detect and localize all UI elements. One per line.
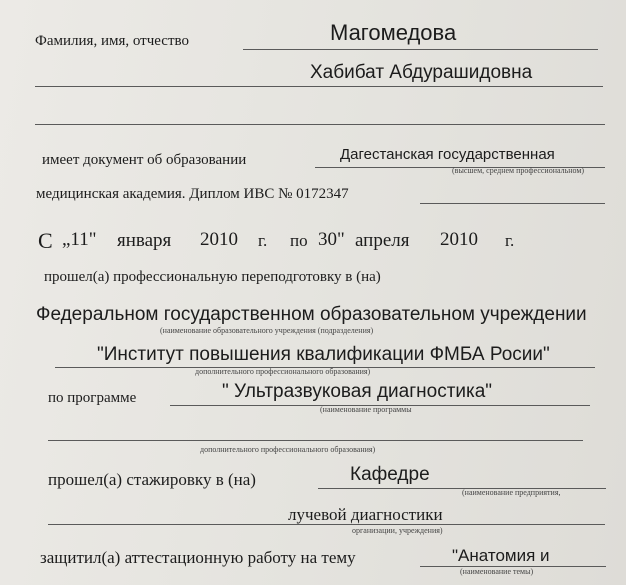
period-to-year: 2010 (440, 229, 478, 250)
fio-line-2 (35, 86, 603, 87)
thesis-label: защитил(а) аттестационную работу на тему (40, 548, 356, 567)
period-year-suffix-1: г. (258, 231, 268, 250)
internship-hint-2: организации, учреждения) (352, 526, 443, 535)
period-to-prefix: по (290, 231, 308, 250)
internship-hint-1: (наименование предприятия, (462, 488, 561, 497)
fio-line-3 (35, 124, 605, 125)
retraining-label: прошел(а) профессиональную переподготовку в (на) (44, 269, 381, 285)
education-line-2 (420, 203, 605, 204)
fio-name: Хабибат Абдурашидовна (310, 62, 533, 83)
internship-value-1: Кафедре (350, 464, 430, 485)
program-hint-1: (наименование программы (320, 405, 412, 414)
education-value-1: Дагестанская государственная (340, 146, 555, 163)
period-to-day: 30" (318, 229, 345, 250)
thesis-hint: (наименование темы) (460, 567, 534, 576)
program-value: " Ультразвуковая диагностика" (222, 381, 493, 402)
institution-line-1: Федеральном государственном образовательном учреждении (36, 304, 587, 325)
program-label: по программе (48, 390, 137, 406)
program-hint-2: дополнительного профессионального образования) (200, 445, 376, 454)
period-year-suffix-2: г. (505, 231, 515, 250)
education-hint: (высшем, среднем профессиональном) (452, 166, 585, 175)
period-to-month: апреля (355, 230, 410, 251)
education-value-2: медицинская академия. Диплом ИВС № 0172347 (36, 186, 349, 202)
period-from-month: января (117, 230, 172, 251)
education-label: имеет документ об образовании (42, 152, 247, 168)
fio-label: Фамилия, имя, отчество (35, 33, 189, 49)
institution-line-2: "Институт повышения квалификации ФМБА Росии" (97, 344, 550, 365)
period-from-day: „11" (62, 229, 97, 250)
fio-surname: Магомедова (330, 20, 457, 45)
institution-hint-2: дополнительного профессионального образования) (195, 367, 371, 376)
thesis-value: "Анатомия и (452, 546, 550, 565)
period-from-year: 2010 (200, 229, 238, 250)
period-from-prefix: С (38, 228, 53, 253)
internship-value-2: лучевой диагностики (288, 505, 443, 524)
internship-label: прошел(а) стажировку в (на) (48, 470, 256, 489)
program-line-2 (48, 440, 583, 441)
fio-line-1 (243, 49, 598, 50)
institution-hint-1: (наименование образовательного учреждения (подразделения) (160, 326, 374, 335)
